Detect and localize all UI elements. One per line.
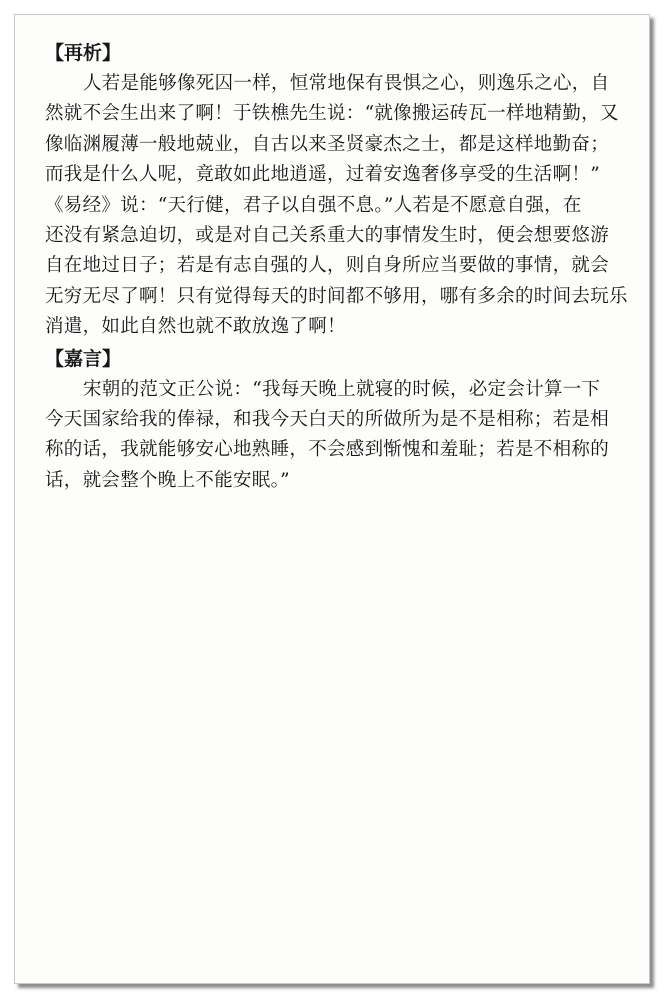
- paragraph-zaixi: [45, 69, 635, 343]
- text-line: 《易经》说：“天行健，君子以自强不息。”人若是不愿意自强，在: [45, 194, 582, 216]
- book-page: [14, 14, 650, 984]
- text-line: 无穷无尽了啊！只有觉得每天的时间都不够用，哪有多余的时间去玩乐: [45, 285, 628, 307]
- text-line: 自在地过日子；若是有志自强的人，则自身所应当要做的事情，就会: [45, 255, 610, 277]
- section-title-zaixi: 【再析】: [45, 42, 122, 64]
- paragraph-jiayan: [45, 375, 635, 497]
- section-title-jiayan: 【嘉言】: [45, 347, 122, 370]
- text-line: 话，就会整个晚上不能安眠。”: [45, 469, 290, 491]
- text-line: 像临渊履薄一般地兢业，自古以来圣贤豪杰之士，都是这样地勤奋；: [45, 133, 610, 155]
- text-line: 今天国家给我的俸禄，和我今天白天的所做所为是不是相称；若是相: [45, 409, 610, 431]
- text-line: 称的话，我就能够安心地熟睡，不会感到惭愧和羞耻；若是不相称的: [45, 439, 610, 461]
- text-line: 还没有紧急迫切，或是对自己关系重大的事情发生时，便会想要悠游: [45, 225, 610, 247]
- text-line: 然就不会生出来了啊！于铁樵先生说：“就像搬运砖瓦一样地精勤，又: [45, 103, 619, 125]
- text-line: 而我是什么人呢，竟敢如此地逍遥，过着安逸奢侈享受的生活啊！”: [45, 164, 600, 186]
- text-line: 宋朝的范文正公说：“我每天晚上就寝的时候，必定会计算一下: [83, 378, 601, 400]
- page-content: [45, 37, 635, 496]
- text-line: 人若是能够像死囚一样，恒常地保有畏惧之心，则逸乐之心，自: [83, 73, 610, 94]
- text-line: 消遣，如此自然也就不敢放逸了啊！: [45, 316, 346, 338]
